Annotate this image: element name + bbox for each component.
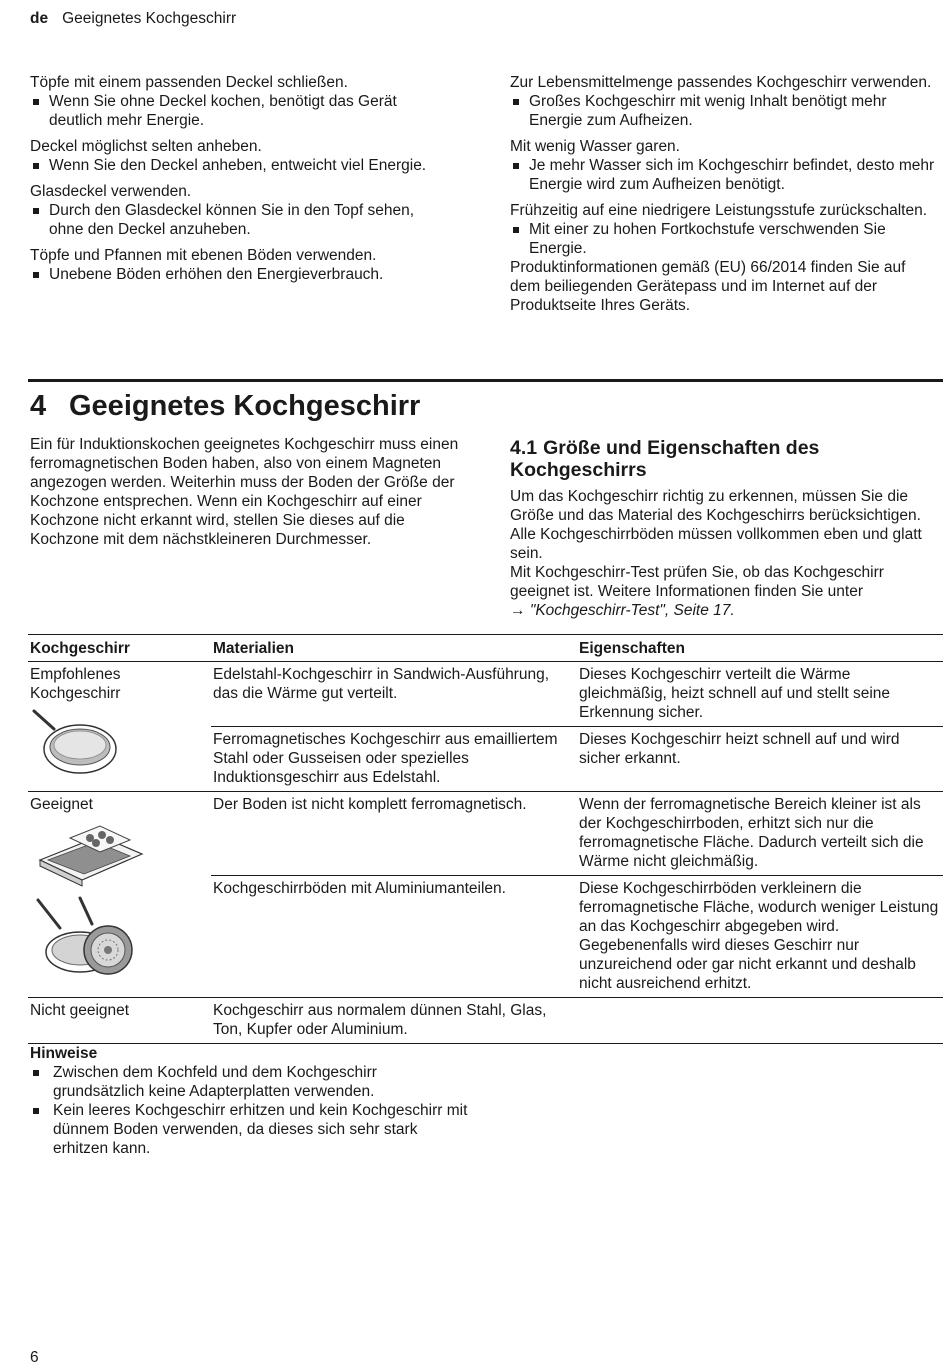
category-label: Nicht geeignet — [28, 998, 211, 1044]
hinweise-title: Hinweise — [30, 1045, 98, 1062]
property-cell — [577, 998, 943, 1044]
cross-reference[interactable] — [510, 601, 945, 620]
subsection-title: Größe und Eigenschaften des Kochgeschirrs — [510, 437, 820, 481]
material-cell: Kochgeschirr aus normalem dünnen Stahl, Glas, Ton, Kupfer oder Aluminium. — [211, 998, 577, 1044]
hinweis-item: Kein leeres Kochgeschirr erhitzen und kein Kochgeschirr mit dünnem Boden verwenden, da dieses sich sehr stark erhitzen kann. — [30, 1101, 470, 1158]
column-header-eigenschaften: Eigenschaften — [577, 635, 943, 662]
product-info-note: Produktinformationen gemäß (EU) 66/2014 finden Sie auf dem beiliegenden Gerätepass und im Internet auf der Produktseite Ihres Geräts. — [510, 259, 906, 314]
tip-heading: Töpfe mit einem passenden Deckel schließen. — [30, 74, 348, 91]
bullet-square — [33, 99, 39, 105]
tip-heading: Mit wenig Wasser garen. — [510, 138, 680, 155]
tip-heading: Deckel möglichst selten anheben. — [30, 138, 262, 155]
section-divider — [28, 379, 943, 382]
category-label: Empfohlenes Kochgeschirr — [30, 666, 121, 702]
table-row — [28, 998, 943, 1044]
section-intro-text: Ein für Induktionskochen geeignetes Kochgeschirr muss einen ferromagnetischen Boden haben, also von einem Magneten angezogen werden. Weiterhin muss der Boden der Größe der Kochzone entsprechen. Wenn ein Kochgeschirr auf einer Kochzone nicht erkannt wird, stellen Sie dieses auf die Kochzone mit dem nächstkleineren Durchmesser. — [30, 436, 459, 548]
bullet-square — [33, 208, 39, 214]
table-row — [28, 792, 943, 876]
section-number: 4 — [30, 390, 47, 422]
material-cell: Kochgeschirrböden mit Aluminiumanteilen. — [211, 876, 577, 998]
material-cell: Edelstahl-Kochgeschirr in Sandwich-Ausführung, das die Wärme gut verteilt. — [211, 662, 577, 727]
tip-heading: Glasdeckel verwenden. — [30, 183, 192, 200]
page-header — [30, 9, 236, 28]
section-heading — [30, 387, 420, 425]
category-label: Geeignet — [30, 796, 93, 813]
bullet-square — [513, 163, 519, 169]
hinweise-block — [30, 1044, 470, 1158]
subsection — [510, 437, 945, 620]
header-title: Geeignetes Kochgeschirr — [62, 10, 237, 27]
cross-reference-link[interactable]: "Kochgeschirr-Test", Seite 17. — [529, 602, 735, 619]
bullet-square — [33, 1108, 39, 1114]
category-cell — [28, 662, 211, 792]
subsection-heading — [510, 437, 870, 481]
property-cell: Wenn der ferromagnetische Bereich kleiner ist als der Kochgeschirrboden, erhitzt sich nur die ferromagnetische Fläche. Dadurch verteilt sich die Wärme nicht gleichmäßig. — [577, 792, 943, 876]
frying-pan-illustration — [30, 707, 120, 779]
subsection-paragraph: Um das Kochgeschirr richtig zu erkennen, müssen Sie die Größe und das Material des Kochgeschirrs berücksichtigen. Alle Kochgeschirrböden müssen vollkommen eben und glatt sein. — [510, 488, 922, 562]
griddle-plate-illustration — [30, 818, 150, 890]
bullet-square — [33, 1070, 39, 1076]
bullet-square — [33, 163, 39, 169]
tip-bullet: Je mehr Wasser sich im Kochgeschirr befindet, desto mehr Energie wird zum Aufheizen benötigt. — [510, 156, 938, 194]
property-cell: Dieses Kochgeschirr verteilt die Wärme gleichmäßig, heizt schnell auf und stellt seine Erkennung sicher. — [577, 662, 943, 727]
language-code: de — [30, 10, 49, 27]
energy-tips-right — [510, 73, 938, 315]
tip-bullet: Durch den Glasdeckel können Sie in den Topf sehen, ohne den Deckel anzuheben. — [30, 201, 450, 239]
property-cell: Diese Kochgeschirrböden verkleinern die ferromagnetische Fläche, wodurch weniger Leistung an das Kochgeschirr abgegeben wird. Gegebenenfalls wird dieses Geschirr nur unzureichend oder gar nicht erkannt und deshalb nicht ausreichend erhitzt. — [577, 876, 943, 998]
tip-bullet: Wenn Sie ohne Deckel kochen, benötigt das Gerät deutlich mehr Energie. — [30, 92, 450, 130]
tip-bullet: Unebene Böden erhöhen den Energieverbrauch. — [30, 265, 462, 284]
energy-tips-left — [30, 73, 462, 284]
column-header-materialien: Materialien — [211, 635, 577, 662]
subsection-paragraph: Mit Kochgeschirr-Test prüfen Sie, ob das Kochgeschirr geeignet ist. Weitere Informationen finden Sie unter — [510, 564, 884, 600]
tip-heading: Frühzeitig auf eine niedrigere Leistungsstufe zurückschalten. — [510, 202, 928, 219]
category-cell — [28, 792, 211, 998]
hinweis-item: Zwischen dem Kochfeld und dem Kochgeschirr grundsätzlich keine Adapterplatten verwenden. — [30, 1063, 430, 1101]
column-header-kochgeschirr: Kochgeschirr — [28, 635, 211, 662]
tip-bullet: Mit einer zu hohen Fortkochstufe verschwenden Sie Energie. — [510, 220, 938, 258]
property-cell: Dieses Kochgeschirr heizt schnell auf und wird sicher erkannt. — [577, 727, 943, 792]
tip-heading: Töpfe und Pfannen mit ebenen Böden verwenden. — [30, 247, 377, 264]
arrow-right-icon: → — [510, 602, 526, 619]
cookware-table — [28, 634, 943, 1044]
pans-with-perforated-base-illustration — [30, 894, 140, 984]
section-title: Geeignetes Kochgeschirr — [69, 390, 421, 422]
bullet-square — [513, 227, 519, 233]
material-cell: Ferromagnetisches Kochgeschirr aus emailliertem Stahl oder Gusseisen oder spezielles Induktionsgeschirr aus Edelstahl. — [211, 727, 577, 792]
bullet-square — [513, 99, 519, 105]
tip-bullet: Großes Kochgeschirr mit wenig Inhalt benötigt mehr Energie zum Aufheizen. — [510, 92, 910, 130]
page-number: 6 — [30, 1349, 39, 1366]
subsection-number: 4.1 — [510, 437, 538, 459]
section-intro — [30, 435, 460, 549]
bullet-square — [33, 272, 39, 278]
table-row — [28, 662, 943, 727]
table-header-row — [28, 635, 943, 662]
tip-heading: Zur Lebensmittelmenge passendes Kochgeschirr verwenden. — [510, 74, 932, 91]
material-cell: Der Boden ist nicht komplett ferromagnetisch. — [211, 792, 577, 876]
tip-bullet: Wenn Sie den Deckel anheben, entweicht viel Energie. — [30, 156, 462, 175]
